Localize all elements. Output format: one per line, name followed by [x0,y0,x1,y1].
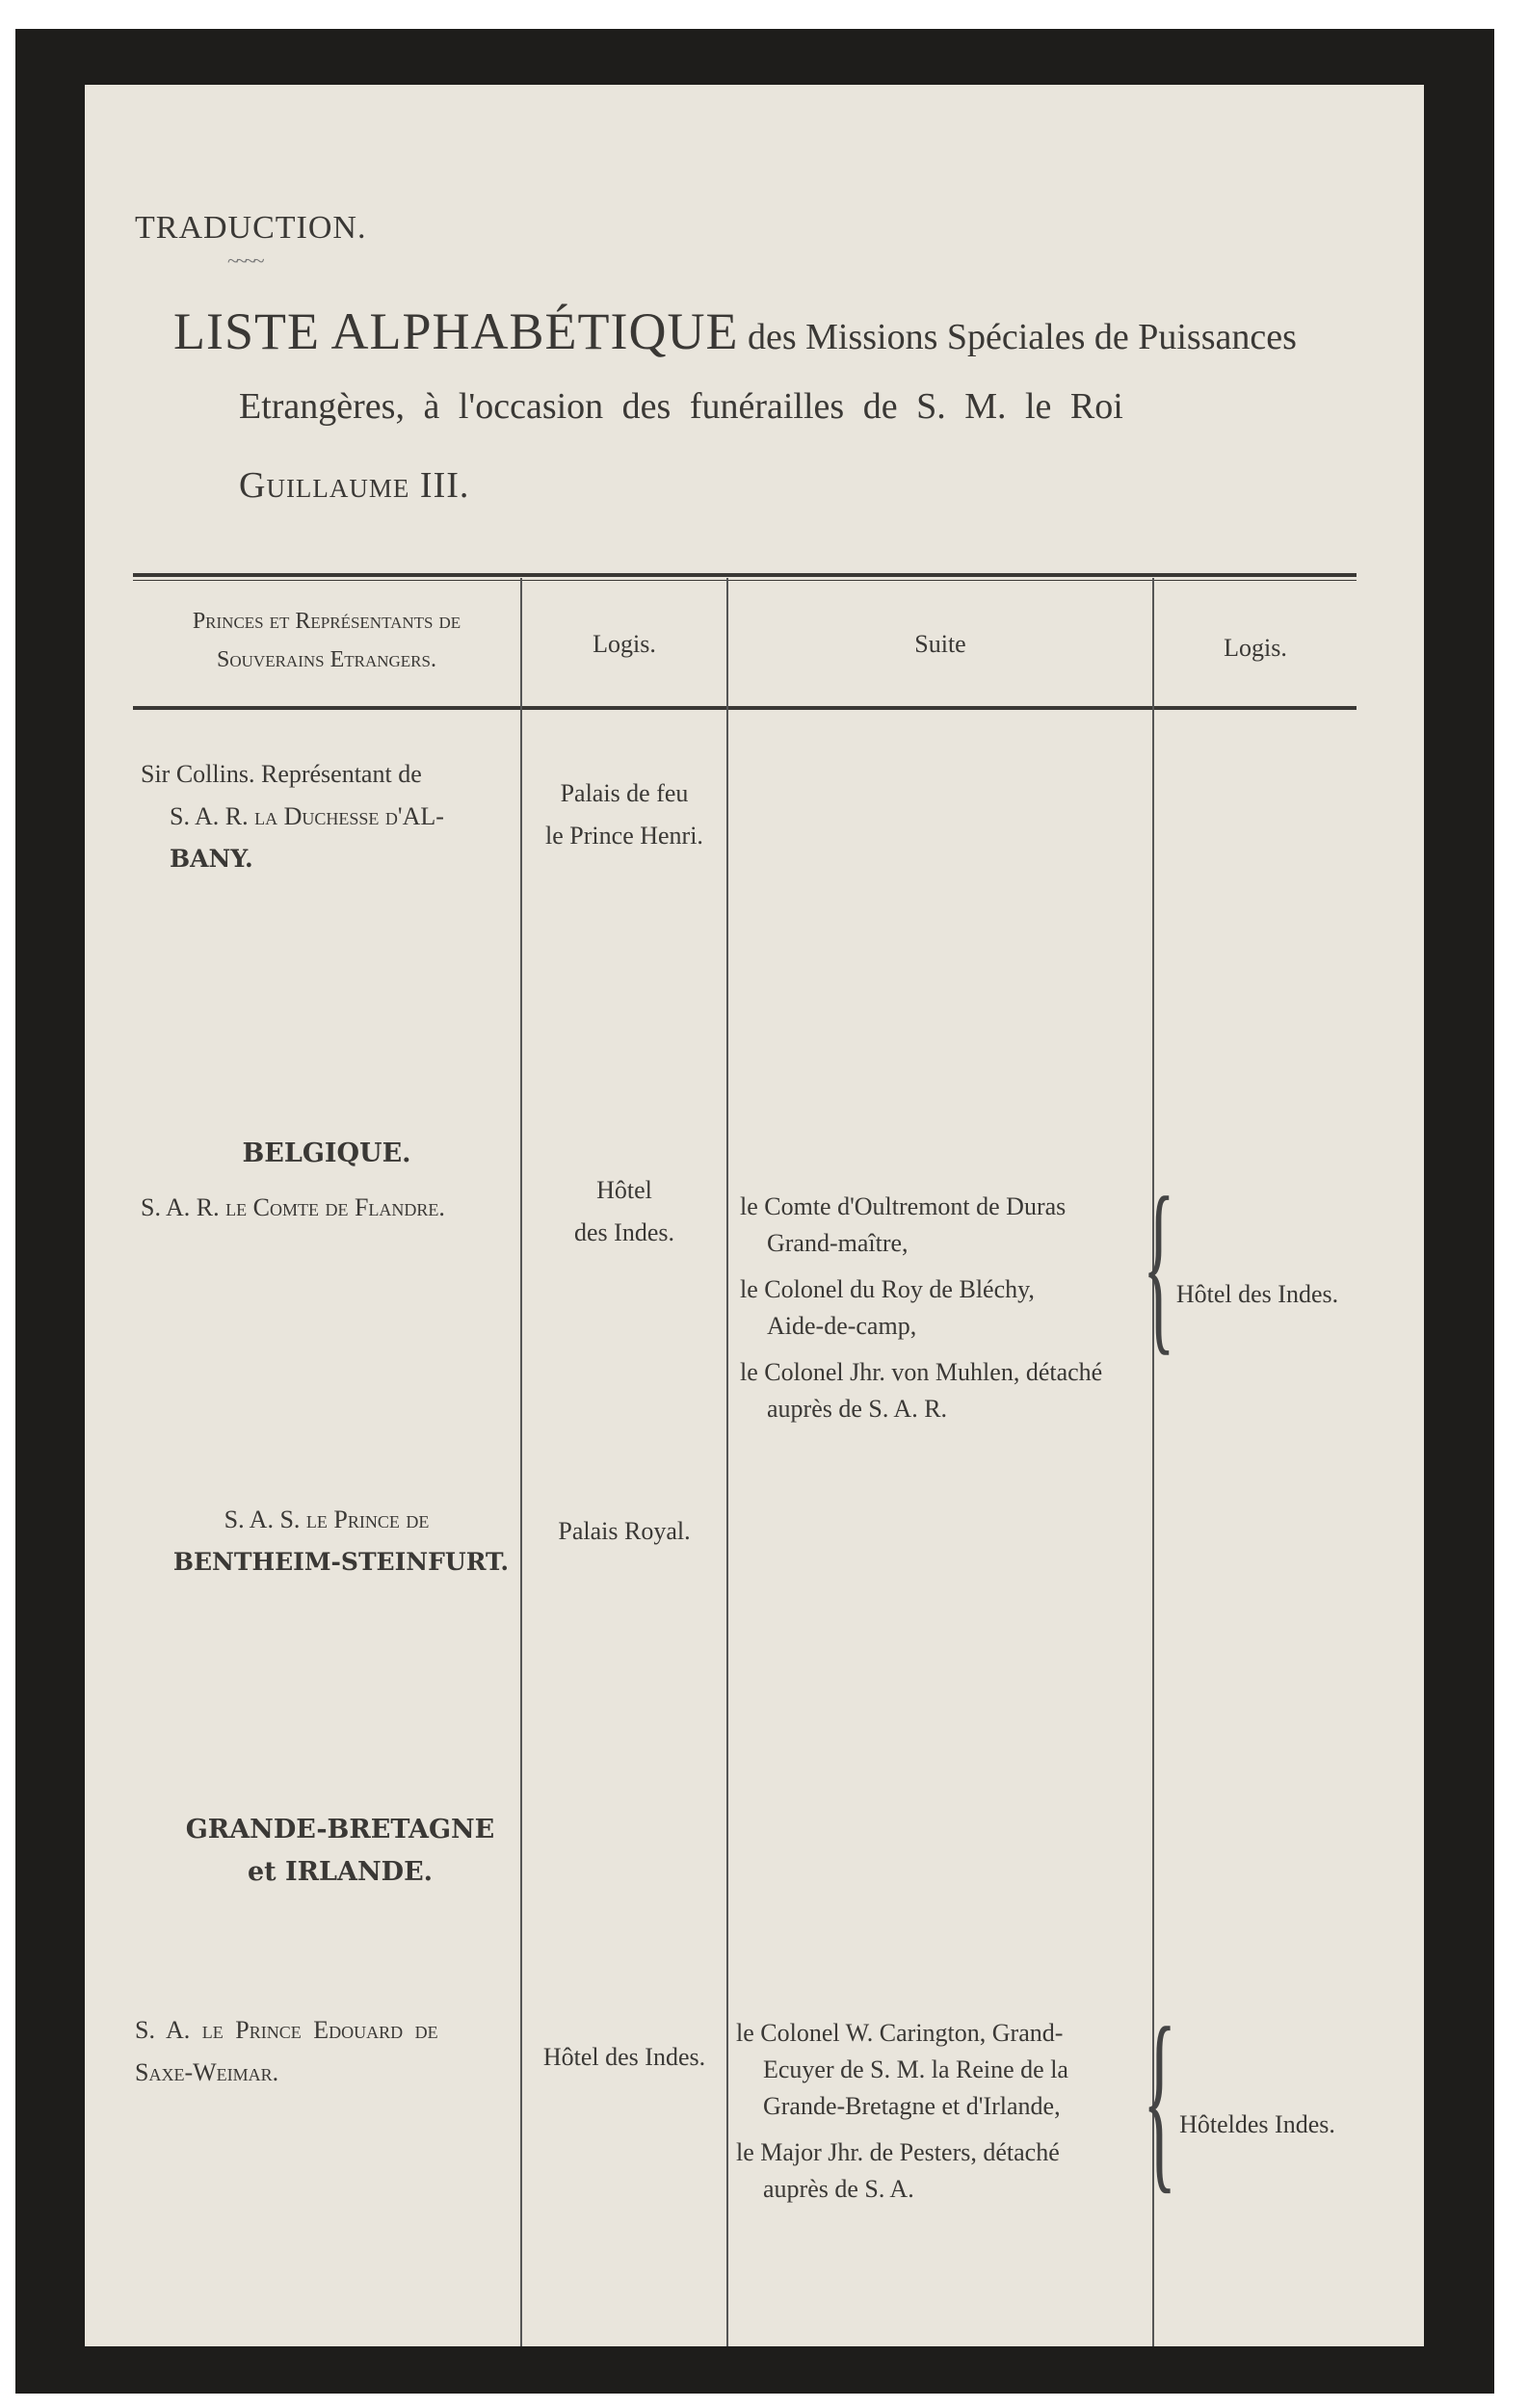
suite-item: le Colonel du Roy de Bléchy, [740,1275,1035,1303]
title-lead: LISTE ALPHABÉTIQUE [173,302,739,360]
suite-item: le Colonel Jhr. von Muhlen, détaché [740,1358,1103,1386]
country-belgique: BELGIQUE. [242,1139,411,1168]
entry-bentheim-name: S. A. S. le Prince de BENTHEIM-STEINFURT. [172,1505,510,1576]
collins-line1: Sir Collins. Représentant de [141,760,422,788]
header-princes-line1: Princes et Représentants de [192,609,461,634]
suite-belgique [740,1189,1145,1427]
header-princes-line2: Souverains Etrangers. [217,647,436,672]
entry-saxe-weimar-name: S. A. le Prince Edouard de Saxe-Weimar. [135,2016,438,2086]
collins-line2: S. A. R. la Duchesse d'AL- [170,802,444,830]
table-top-rule-thin [133,580,1357,581]
header-logis-1: Logis. [593,630,656,658]
table-header-rule [133,706,1357,710]
collins-line3: BANY. [170,845,253,873]
entry-collins-name [141,753,518,880]
country-grande-bretagne: GRANDE-BRETAGNE et IRLANDE. [185,1815,495,1887]
entry-bentheim-logis: Palais Royal. [558,1517,691,1545]
suite-item: le Major Jhr. de Pesters, détaché [736,2138,1060,2166]
table-top-rule [133,573,1357,577]
entry-saxe-weimar-logis: Hôtel des Indes. [542,2043,706,2071]
header-logis-2: Logis. [1224,634,1287,662]
suite-item: le Comte d'Oultremont de Duras [740,1192,1067,1220]
suite-item: Aide-de-camp, [767,1312,917,1340]
suite-grande-bretagne [736,2015,1141,2208]
entry-flandre-logis: Hôtel des Indes. [574,1176,674,1246]
suite-item: Grande-Bretagne et d'Irlande, [763,2092,1061,2120]
decorative-squiggle: ~~~~ [227,249,262,273]
column-divider-1 [520,578,522,2346]
brace-grande-bretagne: { [1143,1987,1177,2211]
brace-belgique: { [1143,1159,1175,1372]
title-line-1 [173,301,1297,361]
header-princes [138,602,515,679]
suite-item: auprès de S. A. [763,2175,914,2203]
header-suite: Suite [914,630,966,658]
traduction-label: TRADUCTION. [135,210,367,246]
entry-flandre-name: S. A. R. le Comte de Flandre. [141,1193,445,1221]
entry-collins-logis: Palais de feu le Prince Henri. [545,779,703,850]
column-divider-2 [726,578,728,2346]
suite-item: Ecuyer de S. M. la Reine de la [763,2055,1068,2083]
suite-item: le Colonel W. Carington, Grand- [736,2019,1064,2047]
suite-logis-belgique: Hôtel des Indes. [1175,1280,1339,1308]
document-page [85,85,1424,2346]
suite-item: auprès de S. A. R. [767,1395,948,1423]
suite-logis-grande-bretagne: Hôteldes Indes. [1179,2110,1335,2138]
suite-item: Grand-maître, [767,1229,909,1257]
title-rest: des Missions Spéciales de Puissances [738,317,1297,357]
title-line-3: Guillaume III. [239,465,470,506]
title-line-2: Etrangères, à l'occasion des funérailles de S. M. le Roi [239,386,1123,427]
